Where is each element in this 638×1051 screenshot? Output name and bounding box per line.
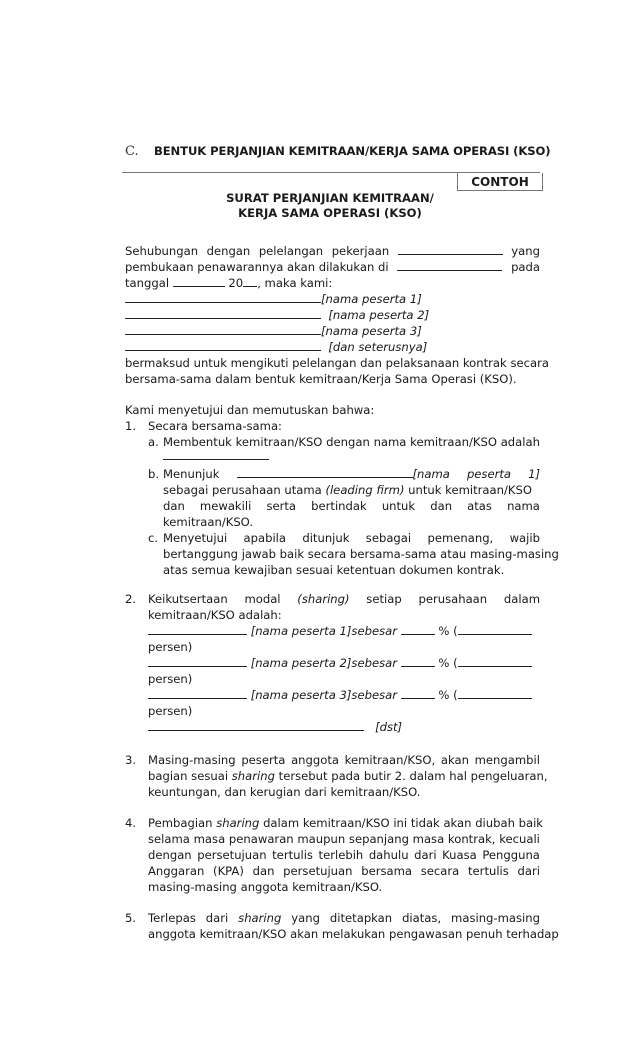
agreement-intro: Kami menyetujui dan memutuskan bahwa:: [125, 403, 375, 417]
item-3-line-1: Masing-masing peserta anggota kemitraan/KSO, akan mengambil: [148, 753, 540, 767]
date-blank[interactable]: [173, 275, 225, 287]
item-1a-line-2: [163, 448, 269, 464]
participant-etc-blank[interactable]: [125, 339, 321, 351]
share-row-2-unit: persen): [148, 672, 193, 686]
item-4-line-2: selama masa penawaran maupun sepanjang masa kontrak, kecuali: [148, 832, 540, 846]
participant-line-1: [nama peserta 1]: [125, 291, 422, 307]
share-row-1-unit: persen): [148, 640, 193, 654]
year-blank[interactable]: [243, 275, 257, 287]
letter-title-line-2: KERJA SAMA OPERASI (KSO): [238, 206, 422, 220]
purpose-line-1: bermaksud untuk mengikuti pelelangan dan pelaksanaan kontrak secara: [125, 356, 549, 370]
item-4-line-1: Pembagian sharing dalam kemitraan/KSO ini tidak akan diubah baik: [148, 816, 544, 830]
contoh-badge: CONTOH: [457, 173, 543, 191]
leading-firm-blank[interactable]: [237, 466, 413, 478]
share-row-3-unit: persen): [148, 704, 193, 718]
purpose-line-2: bersama-sama dalam bentuk kemitraan/Kerja Sama Operasi (KSO).: [125, 372, 517, 386]
item-1a-line-1: Membentuk kemitraan/KSO dengan nama kemitraan/KSO adalah: [163, 435, 540, 449]
share-2-percent-blank[interactable]: [401, 655, 435, 667]
intro-line-2: pembukaan penawarannya akan dilakukan di pada: [125, 260, 540, 274]
share-2-words-blank[interactable]: [458, 655, 532, 667]
participant-3-blank[interactable]: [125, 323, 321, 335]
item-1b-label: b.: [148, 467, 160, 481]
item-1b-line-2: sebagai perusahaan utama (leading firm) untuk kemitraan/KSO: [163, 483, 532, 497]
item-3-line-2: bagian sesuai sharing tersebut pada butir 2. dalam hal pengeluaran,: [148, 769, 548, 783]
participant-1-blank[interactable]: [125, 291, 321, 303]
participant-2-blank[interactable]: [125, 307, 321, 319]
item-2-line-2: kemitraan/KSO adalah:: [148, 608, 282, 622]
item-1b-line-1: Menunjuk [nama peserta 1]: [163, 467, 540, 481]
item-1-number: 1.: [125, 419, 137, 433]
item-1c-label: c.: [148, 531, 159, 545]
share-3-percent-blank[interactable]: [401, 687, 435, 699]
share-row-1: [nama peserta 1]sebesar % (: [148, 623, 532, 639]
item-1c-line-3: atas semua kewajiban sesuai ketentuan dokumen kontrak.: [163, 563, 505, 577]
item-5-line-2: anggota kemitraan/KSO akan melakukan pengawasan penuh terhadap: [148, 927, 559, 941]
item-2-number: 2.: [125, 592, 137, 606]
participant-line-3: [nama peserta 3]: [125, 323, 422, 339]
item-5-line-1: Terlepas dari sharing yang ditetapkan diatas, masing-masing: [148, 911, 540, 925]
item-4-line-5: masing-masing anggota kemitraan/KSO.: [148, 880, 383, 894]
location-blank[interactable]: [397, 259, 502, 271]
share-etc-blank[interactable]: [148, 719, 364, 731]
section-letter: C.: [125, 144, 139, 159]
letter-title-line-1: SURAT PERJANJIAN KEMITRAAN/: [226, 191, 434, 205]
section-title: BENTUK PERJANJIAN KEMITRAAN/KERJA SAMA OPERASI (KSO): [154, 144, 551, 158]
item-4-line-3: dengan persetujuan tertulis terlebih dahulu dari Kuasa Pengguna: [148, 848, 540, 862]
item-3-number: 3.: [125, 753, 137, 767]
share-3-words-blank[interactable]: [458, 687, 532, 699]
share-1-percent-blank[interactable]: [401, 623, 435, 635]
kso-name-blank[interactable]: [163, 453, 269, 460]
share-row-3: [nama peserta 3]sebesar % (: [148, 687, 532, 703]
item-1c-line-1: Menyetujui apabila ditunjuk sebagai pemenang, wajib: [163, 531, 540, 545]
intro-line-3: tanggal 20 , maka kami:: [125, 276, 333, 290]
share-1-name-blank[interactable]: [148, 623, 247, 635]
item-2-line-1: Keikutsertaan modal (sharing) setiap perusahaan dalam: [148, 592, 540, 606]
participant-line-2: [nama peserta 2]: [125, 307, 429, 323]
share-row-etc: [dst]: [148, 719, 402, 735]
share-3-name-blank[interactable]: [148, 687, 247, 699]
item-1b-line-3: dan mewakili serta bertindak untuk dan atas nama: [163, 499, 540, 513]
share-row-2: [nama peserta 2]sebesar % (: [148, 655, 532, 671]
item-4-line-4: Anggaran (KPA) dan persetujuan bersama secara tertulis dari: [148, 864, 540, 878]
item-1b-line-4: kemitraan/KSO.: [163, 515, 254, 529]
participant-line-4: [dan seterusnya]: [125, 339, 427, 355]
job-name-blank[interactable]: [398, 243, 503, 255]
item-3-line-3: keuntungan, dan kerugian dari kemitraan/KSO.: [148, 785, 421, 799]
item-1c-line-2: bertanggung jawab baik secara bersama-sama atau masing-masing: [163, 547, 559, 561]
item-5-number: 5.: [125, 911, 137, 925]
share-2-name-blank[interactable]: [148, 655, 247, 667]
item-4-number: 4.: [125, 816, 137, 830]
item-1-title: Secara bersama-sama:: [148, 419, 282, 433]
share-1-words-blank[interactable]: [458, 623, 532, 635]
item-1a-label: a.: [148, 435, 159, 449]
intro-line-1: Sehubungan dengan pelelangan pekerjaan yang: [125, 244, 540, 258]
